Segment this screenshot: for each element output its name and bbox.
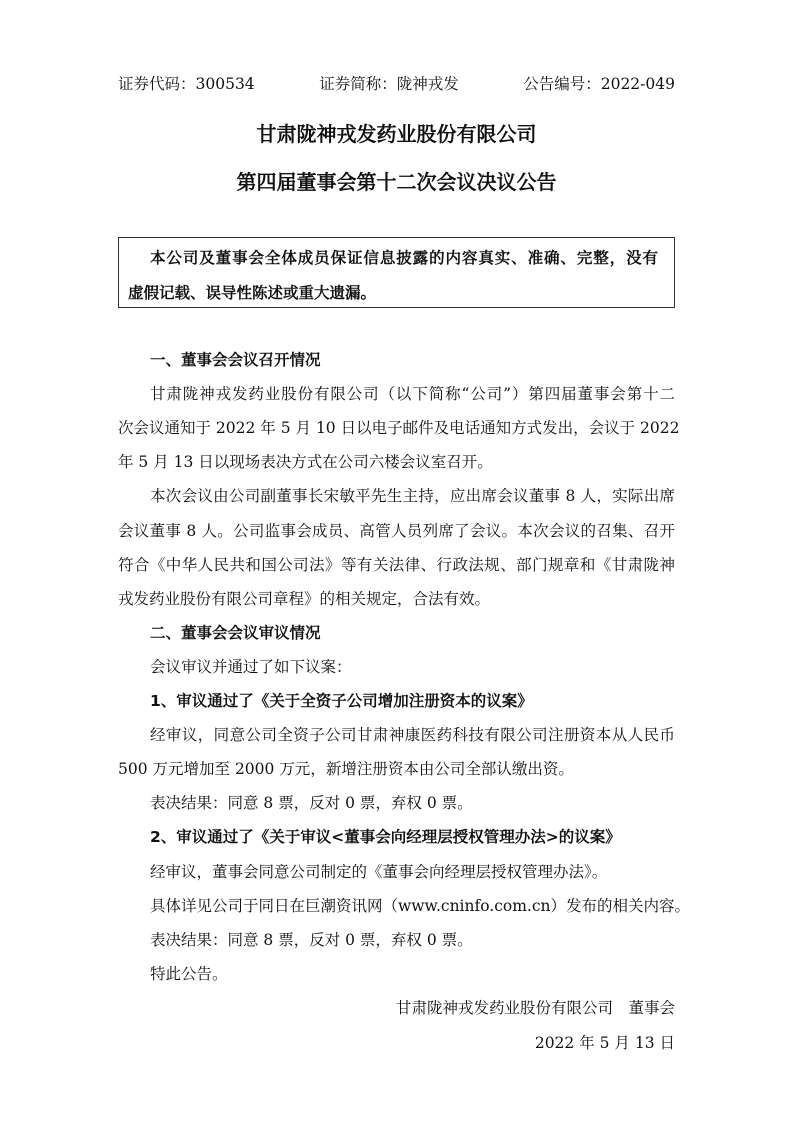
- body-line: 次会议通知于 2022 年 5 月 10 日以电子邮件及电话通知方式发出，会议于 2022: [118, 419, 680, 438]
- section-heading: 1、审议通过了《关于全资子公司增加注册资本的议案》: [150, 692, 533, 710]
- title-company: 甘肃陇神戎发药业股份有限公司: [256, 122, 537, 146]
- body-line: 表决结果：同意 8 票，反对 0 票，弃权 0 票。: [150, 794, 473, 813]
- disclaimer-line: 虚假记载、误导性陈述或重大遗漏。: [128, 284, 377, 302]
- body-line: 年 5 月 13 日以现场表决方式在公司六楼会议室召开。: [118, 453, 493, 472]
- body-line: 表决结果：同意 8 票，反对 0 票，弃权 0 票。: [150, 930, 473, 949]
- body-line: 特此公告。: [150, 964, 228, 983]
- notice-number: 公告编号：2022-049: [523, 75, 675, 93]
- body-line: 经审议，同意公司全资子公司甘肃神康医药科技有限公司注册资本从人民币: [150, 726, 675, 745]
- section-heading: 2、审议通过了《关于审议<董事会向经理层授权管理办法>的议案》: [150, 828, 621, 847]
- body-line: 500 万元增加至 2000 万元，新增注册资本由公司全部认缴出资。: [118, 760, 574, 779]
- body-line: 本次会议由公司副董事长宋敏平先生主持，应出席会议董事 8 人，实际出席: [150, 487, 675, 506]
- stock-code: 证券代码：300534: [118, 75, 255, 93]
- section-heading: 一、董事会会议召开情况: [150, 351, 321, 369]
- disclaimer-line: 本公司及董事会全体成员保证信息披露的内容真实、准确、完整，没有: [150, 249, 658, 267]
- title-notice: 第四届董事会第十二次会议决议公告: [236, 170, 557, 194]
- body-line: 符合《中华人民共和国公司法》等有关法律、行政法规、部门规章和《甘肃陇神: [118, 555, 675, 574]
- signature-date: 2022 年 5 月 13 日: [534, 1034, 675, 1052]
- body-line: 具体详见公司于同日在巨潮资讯网（www.cninfo.com.cn）发布的相关内容。: [150, 896, 691, 915]
- body-line: 甘肃陇神戎发药业股份有限公司（以下简称“公司”）第四届董事会第十二: [150, 385, 675, 404]
- section-heading: 二、董事会会议审议情况: [150, 623, 321, 642]
- body-line: 会议董事 8 人。公司监事会成员、高管人员列席了会议。本次会议的召集、召开: [118, 521, 675, 540]
- signature-company: 甘肃陇神戎发药业股份有限公司 董事会: [395, 999, 675, 1017]
- stock-short-name: 证券简称：陇神戎发: [319, 75, 459, 93]
- body-line: 经审议，董事会同意公司制定的《董事会向经理层授权管理办法》。: [150, 862, 608, 881]
- header-row: [118, 73, 675, 95]
- body-line: 戎发药业股份有限公司章程》的相关规定，合法有效。: [118, 589, 491, 608]
- body-line: 会议审议并通过了如下议案：: [150, 657, 352, 676]
